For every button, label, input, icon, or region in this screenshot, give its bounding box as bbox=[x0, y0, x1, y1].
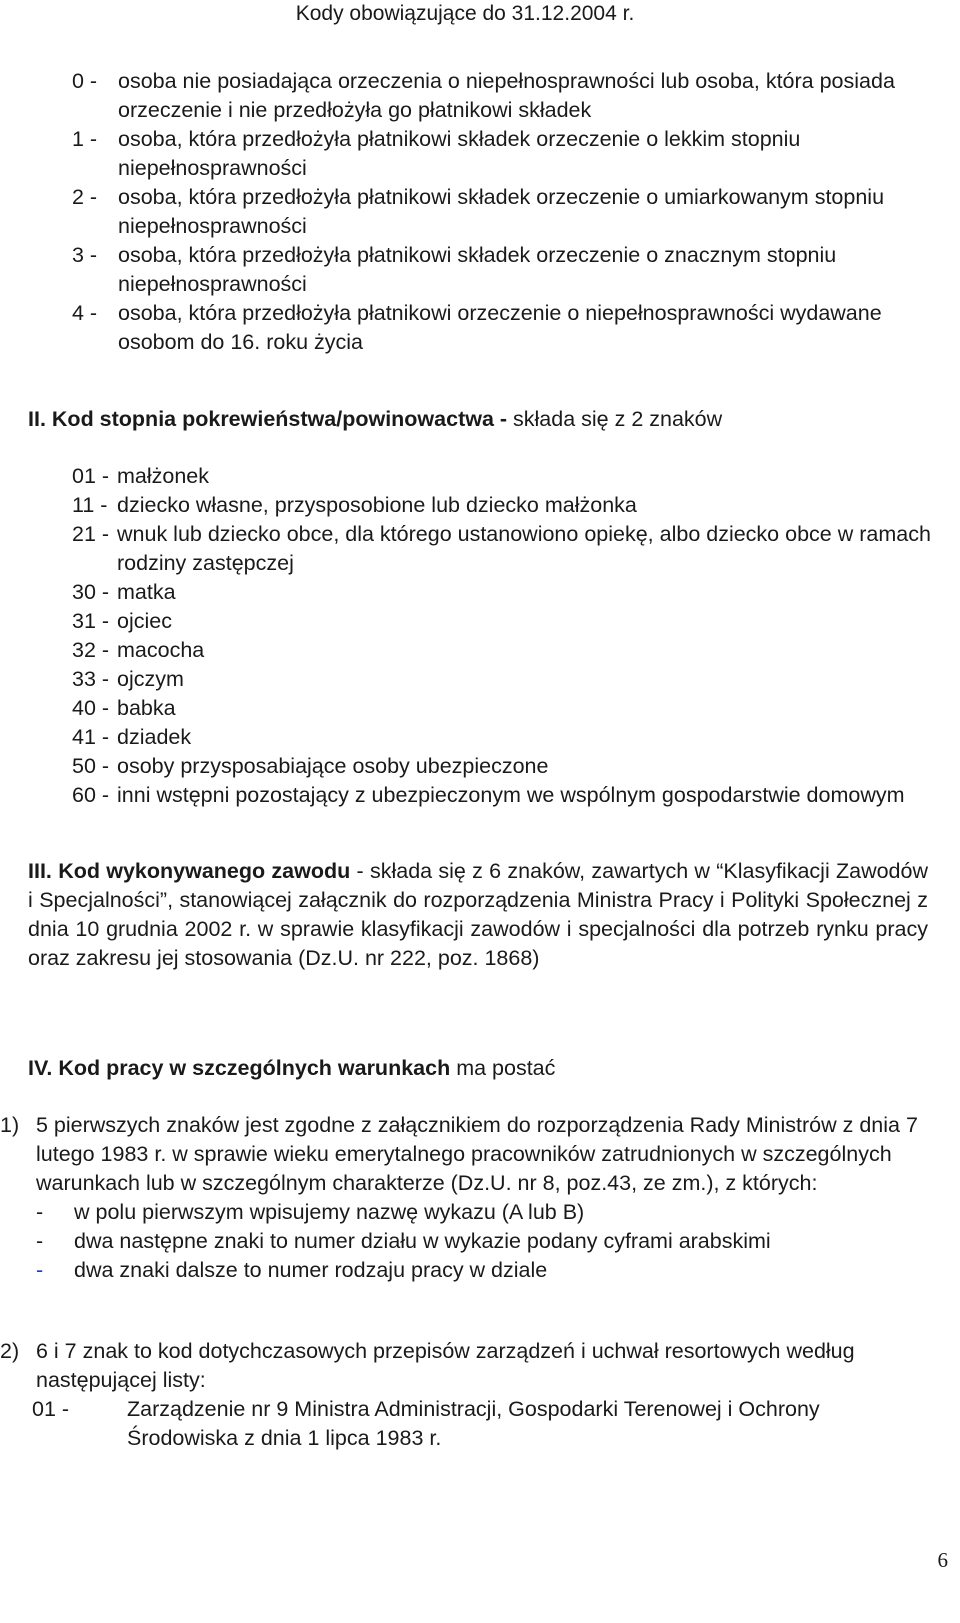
code-text: dziadek bbox=[117, 725, 192, 749]
point-text: 5 pierwszych znaków jest zgodne z załącznikiem do rozporządzenia Rady Ministrów z dnia 7 lutego 1983 r. w sprawie wieku emerytalnego pracowników zatrudnionych w szczególnych warunkach lub w szczególnym charakterze (Dz.U. nr 8, poz.43, ze zm.), z których: bbox=[36, 1113, 918, 1195]
list-item bbox=[72, 183, 932, 241]
dash-text: dwa następne znaki to numer działu w wykazie podany cyframi arabskimi bbox=[74, 1229, 771, 1253]
code-text: osoba, która przedłożyła płatnikowi składek orzeczenie o znacznym stopniu niepełnosprawności bbox=[118, 243, 837, 296]
list-item bbox=[72, 607, 932, 636]
dash-marker: - bbox=[36, 1229, 44, 1253]
code-number: 1 - bbox=[72, 127, 98, 151]
code-number: 2 - bbox=[72, 185, 98, 209]
code-text: małżonek bbox=[117, 464, 210, 488]
list-item bbox=[72, 491, 932, 520]
list-item bbox=[72, 241, 932, 299]
code-number: 40 - bbox=[72, 696, 110, 720]
section-description: składa się z 2 znaków bbox=[513, 407, 723, 431]
code-number: 50 - bbox=[72, 754, 110, 778]
point-1 bbox=[0, 1111, 928, 1285]
section-description: ma postać bbox=[456, 1056, 556, 1080]
sub-list-item bbox=[32, 1395, 928, 1453]
dash-item bbox=[36, 1198, 928, 1227]
code-number: 60 - bbox=[72, 783, 110, 807]
dash-item bbox=[36, 1227, 928, 1256]
section-number: III. bbox=[28, 859, 52, 883]
code-text: dziecko własne, przysposobione lub dziecko małżonka bbox=[117, 493, 637, 517]
kinship-code-list bbox=[72, 462, 932, 810]
code-text: osoba, która przedłożyła płatnikowi orzeczenie o niepełnosprawności wydawane osobom do 16. roku życia bbox=[118, 301, 882, 354]
code-text: osoba nie posiadająca orzeczenia o niepełnosprawności lub osoba, która posiada orzeczenie i nie przedłożyła go płatnikowi składek bbox=[118, 69, 895, 122]
dash-marker: - bbox=[36, 1258, 44, 1282]
code-number: 31 - bbox=[72, 609, 110, 633]
code-text: babka bbox=[117, 696, 176, 720]
section-title: Kod pracy w szczególnych warunkach bbox=[58, 1056, 451, 1080]
page-header: Kody obowiązujące do 31.12.2004 r. bbox=[295, 2, 635, 25]
page-number: 6 bbox=[937, 1548, 948, 1572]
section-2-heading bbox=[28, 405, 928, 434]
list-item bbox=[72, 752, 932, 781]
code-number: 11 - bbox=[72, 493, 108, 517]
list-item bbox=[72, 462, 932, 491]
section-title: Kod wykonywanego zawodu bbox=[58, 859, 351, 883]
list-item bbox=[72, 299, 932, 357]
code-text: ojciec bbox=[117, 609, 172, 633]
disability-code-list bbox=[72, 67, 932, 357]
code-number: 33 - bbox=[72, 667, 110, 691]
code-text: macocha bbox=[117, 638, 205, 662]
point-number: 2) bbox=[0, 1339, 20, 1363]
dash-marker: - bbox=[36, 1200, 44, 1224]
list-item bbox=[72, 694, 932, 723]
code-number: 32 - bbox=[72, 638, 110, 662]
code-text: inni wstępni pozostający z ubezpieczonym we wspólnym gospodarstwie domowym bbox=[117, 783, 905, 807]
sub-code-number: 01 - bbox=[32, 1397, 70, 1421]
dash-text: w polu pierwszym wpisujemy nazwę wykazu (A lub B) bbox=[74, 1200, 585, 1224]
point-number: 1) bbox=[0, 1113, 20, 1137]
code-number: 21 - bbox=[72, 522, 110, 546]
section-4-heading bbox=[28, 1054, 928, 1083]
code-number: 3 - bbox=[72, 243, 98, 267]
code-text: ojczym bbox=[117, 667, 184, 691]
list-item bbox=[72, 125, 932, 183]
section-description: - składa się z 6 znaków, zawartych w “Klasyfikacji Zawodów i Specjalności”, stanowiącej załącznik do rozporządzenia Ministra Pracy i Polityki Społecznej z dnia 10 grudnia 2002 r. w sprawie klasyfikacji zawodów i specjalności dla potrzeb rynku pracy oraz zakresu jej stosowania (Dz.U. nr 222, poz. 1868) bbox=[28, 859, 929, 970]
code-number: 01 - bbox=[72, 464, 110, 488]
list-item bbox=[72, 578, 932, 607]
list-item bbox=[72, 723, 932, 752]
point-2 bbox=[0, 1337, 928, 1453]
list-item bbox=[72, 67, 932, 125]
section-number: II. bbox=[28, 407, 46, 431]
list-item bbox=[72, 781, 932, 810]
dash-item bbox=[36, 1256, 928, 1285]
code-text: osoba, która przedłożyła płatnikowi składek orzeczenie o lekkim stopniu niepełnosprawności bbox=[118, 127, 801, 180]
sub-code-text: Zarządzenie nr 9 Ministra Administracji, Gospodarki Terenowej i Ochrony Środowiska z dnia 1 lipca 1983 r. bbox=[127, 1397, 820, 1450]
code-number: 30 - bbox=[72, 580, 110, 604]
section-number: IV. bbox=[28, 1056, 53, 1080]
list-item bbox=[72, 636, 932, 665]
code-text: osoby przysposabiające osoby ubezpieczone bbox=[117, 754, 549, 778]
list-item bbox=[72, 665, 932, 694]
section-3-paragraph bbox=[28, 857, 928, 973]
point-text: 6 i 7 znak to kod dotychczasowych przepisów zarządzeń i uchwał resortowych według następującej listy: bbox=[36, 1339, 855, 1392]
code-number: 41 - bbox=[72, 725, 110, 749]
section-title: Kod stopnia pokrewieństwa/powinowactwa - bbox=[51, 407, 508, 431]
code-number: 0 - bbox=[72, 69, 98, 93]
code-text: wnuk lub dziecko obce, dla którego ustanowiono opiekę, albo dziecko obce w ramach rodziny zastępczej bbox=[117, 522, 931, 575]
code-text: osoba, która przedłożyła płatnikowi składek orzeczenie o umiarkowanym stopniu niepełnosprawności bbox=[118, 185, 885, 238]
code-number: 4 - bbox=[72, 301, 98, 325]
code-text: matka bbox=[117, 580, 176, 604]
list-item bbox=[72, 520, 932, 578]
dash-text: dwa znaki dalsze to numer rodzaju pracy w dziale bbox=[74, 1258, 548, 1282]
